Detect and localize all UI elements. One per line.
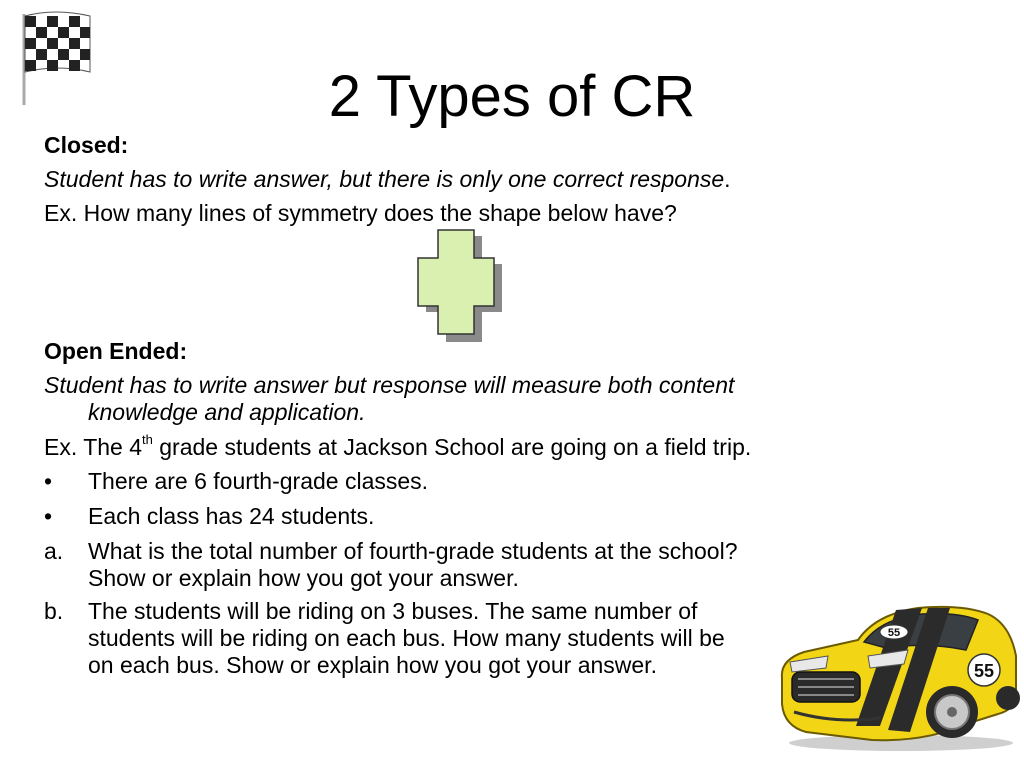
plus-shape (414, 228, 510, 348)
open-ended-definition-line1: Student has to write answer but response will measure both content (44, 372, 735, 398)
bullet-text: There are 6 fourth-grade classes. (88, 468, 429, 494)
question-text-line: The students will be riding on 3 buses. The same number of (88, 598, 698, 624)
question-text-line: What is the total number of fourth-grade students at the school? (88, 538, 738, 564)
race-car-image (776, 600, 1020, 752)
open-ended-heading: Open Ended: (44, 338, 188, 364)
closed-heading: Closed: (44, 132, 129, 158)
car-number-hood: 55 (887, 627, 901, 639)
question-marker: a. (44, 538, 64, 564)
question-text-line: on each bus. Show or explain how you got your answer. (88, 652, 657, 678)
closed-definition-period: . (724, 166, 731, 192)
closed-definition (44, 165, 731, 193)
closed-definition-text: Student has to write answer, but there is only one correct response (44, 166, 725, 192)
question-text-line: Show or explain how you got your answer. (88, 565, 519, 591)
question-text-line: students will be riding on each bus. How many students will be (88, 625, 725, 651)
bullet-marker: • (44, 503, 53, 529)
closed-example: Ex. How many lines of symmetry does the shape below have? (44, 200, 677, 226)
example-text-start: Ex. The 4 (44, 434, 143, 460)
open-ended-example (44, 433, 751, 461)
bullet-text: Each class has 24 students. (88, 503, 375, 529)
open-ended-definition-line2: knowledge and application. (88, 399, 366, 425)
question-marker: b. (44, 598, 64, 624)
slide-title: 2 Types of CR (328, 64, 696, 129)
example-superscript: th (142, 432, 153, 448)
example-text-end: grade students at Jackson School are going on a field trip. (152, 434, 752, 460)
bullet-marker: • (44, 468, 53, 494)
car-number-door: 55 (973, 661, 995, 681)
